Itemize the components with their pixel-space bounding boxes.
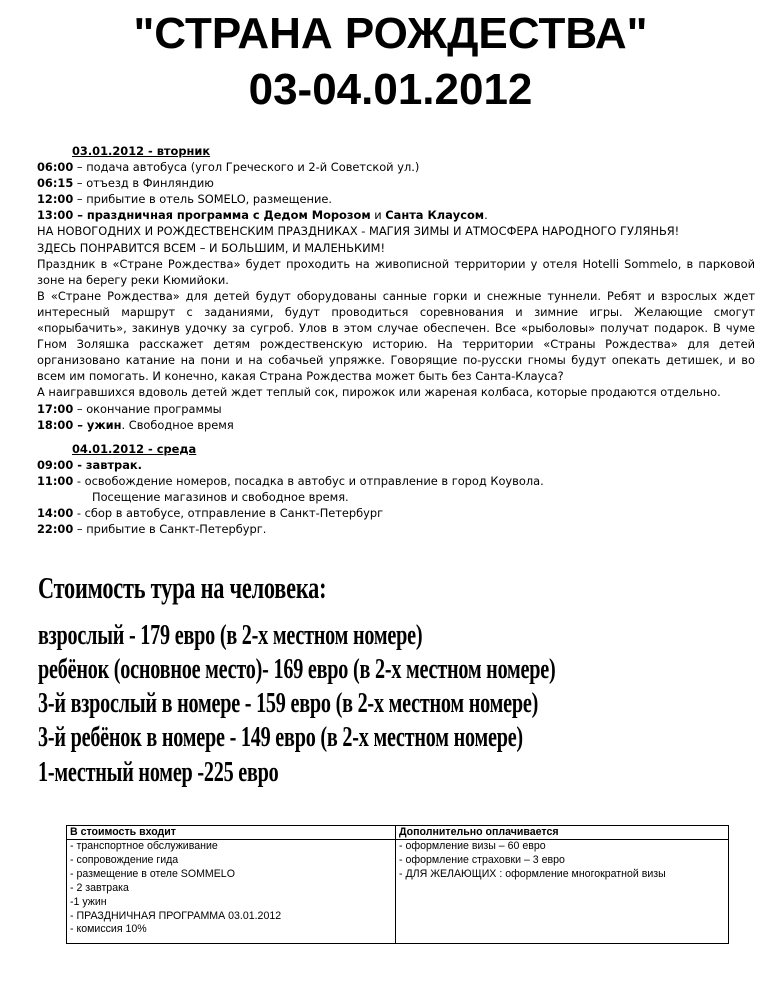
breakfast-text: - завтрак.: [73, 457, 142, 472]
table-row: [67, 840, 729, 944]
schedule-item: [37, 191, 755, 207]
price-line: 3-й взрослый в номере - 159 евро (в 2-х местном номере): [38, 688, 539, 719]
program-and: и: [370, 208, 386, 223]
schedule-text: – окончание программы: [73, 401, 222, 416]
schedule-time: 18:00: [37, 417, 74, 432]
list-item: - сопровождение гида: [70, 853, 179, 866]
table-header-row: [67, 826, 729, 840]
list-item: - ПРАЗДНИЧНАЯ ПРОГРАММА 03.01.2012: [70, 909, 282, 922]
schedule-time: 17:00: [37, 401, 74, 416]
schedule-item: [37, 521, 755, 537]
schedule-text: – прибытие в Санкт-Петербург.: [73, 522, 267, 537]
schedule-time: 06:00: [37, 160, 74, 175]
schedule-item: [37, 417, 755, 433]
included-list: [67, 840, 396, 944]
schedule-item: [37, 175, 755, 191]
schedule-text: . Свободное время: [121, 417, 234, 432]
title-line-1: "СТРАНА РОЖДЕСТВА": [133, 9, 648, 58]
schedule-time: 06:15: [37, 176, 74, 191]
schedule-item: [37, 401, 755, 417]
schedule-text: - сбор в автобусе, отправление в Санкт-Петербург: [73, 506, 384, 521]
caps-line-1: НА НОВОГОДНИХ И РОЖДЕСТВЕНСКИМ ПРАЗДНИКАХ - МАГИЯ ЗИМЫ И АТМОСФЕРА НАРОДНОГО ГУЛЯНЬЯ!: [37, 224, 680, 239]
list-item: - транспортное обслуживание: [70, 840, 218, 852]
caps-line-2: ЗДЕСЬ ПОНРАВИТСЯ ВСЕМ – И БОЛЬШИМ, И МАЛЕНЬКИМ!: [37, 240, 386, 255]
paragraph-activities: В «Стране Рождества» для детей будут оборудованы санные горки и снежные туннели. Ребят и взрослых ждет интересный маршрут с заданиями, будут проводиться соревнования и зимние игры. Желающие смогут «порыбачить», закинув удочку за сугроб. Улов в этом случае обеспечен. Все «рыболовы» получат подарок. В чуме Гном Золяшка расскажет детям рождественскую историю. На территории «Страны Рождества» для детей организовано катание на пони и на собачьей упряжке. Говорящие по-русски гномы будут опекать детишек, и во всем им помогать. И конечно, какая Страна Рождества может быть без Санта-Клауса?: [37, 288, 755, 384]
title-line-2: 03-04.01.2012: [248, 65, 533, 114]
paragraph-location: Праздник в «Стране Рождества» будет проходить на живописной территории у отеля Hotelli Sommelo, в парковой зоне на берегу реки Кюмийоки.: [37, 256, 755, 287]
included-header: В стоимость входит: [67, 826, 396, 840]
schedule-text: – прибытие в отель SOMELO, размещение.: [73, 192, 332, 207]
program-item: [37, 207, 755, 223]
extra-header: Дополнительно оплачивается: [396, 826, 729, 840]
schedule-time: 22:00: [37, 522, 74, 537]
list-item: - оформление визы – 60 евро: [399, 840, 546, 852]
price-title: Стоимость тура на человека:: [38, 570, 327, 605]
price-line: ребёнок (основное место)- 169 евро (в 2-х местном номере): [38, 654, 556, 685]
program-text: – праздничная программа с Дедом Морозом: [73, 208, 371, 223]
extra-list: [396, 840, 729, 944]
list-item: -1 ужин: [70, 895, 107, 908]
list-item: - комиссия 10%: [70, 923, 147, 936]
price-line: 3-й ребёнок в номере - 149 евро (в 2-х местном номере): [38, 722, 523, 753]
schedule-time: 09:00: [37, 457, 74, 472]
schedule-text: – подача автобуса (угол Греческого и 2-й Советской ул.): [73, 160, 420, 175]
schedule-item-continued: Посещение магазинов и свободное время.: [92, 489, 349, 504]
list-item: - 2 завтрака: [70, 881, 129, 894]
cost-table: [66, 825, 729, 944]
schedule-item: [37, 473, 755, 489]
schedule-time: 11:00: [37, 473, 74, 488]
paragraph-snacks: А наигравшихся вдоволь детей ждет теплый сок, пирожок или жареная колбаса, которые продаются отдельно.: [37, 385, 721, 400]
program-santa: Санта Клаусом: [385, 208, 485, 223]
schedule-text: – отъезд в Финляндию: [73, 176, 214, 191]
day1-header: 03.01.2012 - вторник: [72, 144, 211, 158]
price-line: взрослый - 179 евро (в 2-х местном номере): [38, 620, 423, 651]
itinerary: [37, 143, 755, 537]
day2-header: 04.01.2012 - среда: [72, 441, 197, 456]
schedule-text: - освобождение номеров, посадка в автобус и отправление в город Коувола.: [73, 473, 544, 488]
schedule-item: [37, 457, 755, 473]
list-item: - ДЛЯ ЖЕЛАЮЩИХ : оформление многократной визы: [399, 867, 666, 880]
list-item: - оформление страховки – 3 евро: [399, 853, 565, 866]
price-line: 1-местный номер -225 евро: [38, 757, 279, 788]
schedule-time: 13:00: [37, 208, 74, 223]
schedule-item: [37, 159, 755, 175]
schedule-time: 14:00: [37, 506, 74, 521]
schedule-time: 12:00: [37, 192, 74, 207]
schedule-item: [37, 505, 755, 521]
program-dot: .: [484, 208, 488, 223]
list-item: - размещение в отеле SOMMELO: [70, 867, 235, 880]
dinner-label: – ужин: [73, 417, 122, 432]
